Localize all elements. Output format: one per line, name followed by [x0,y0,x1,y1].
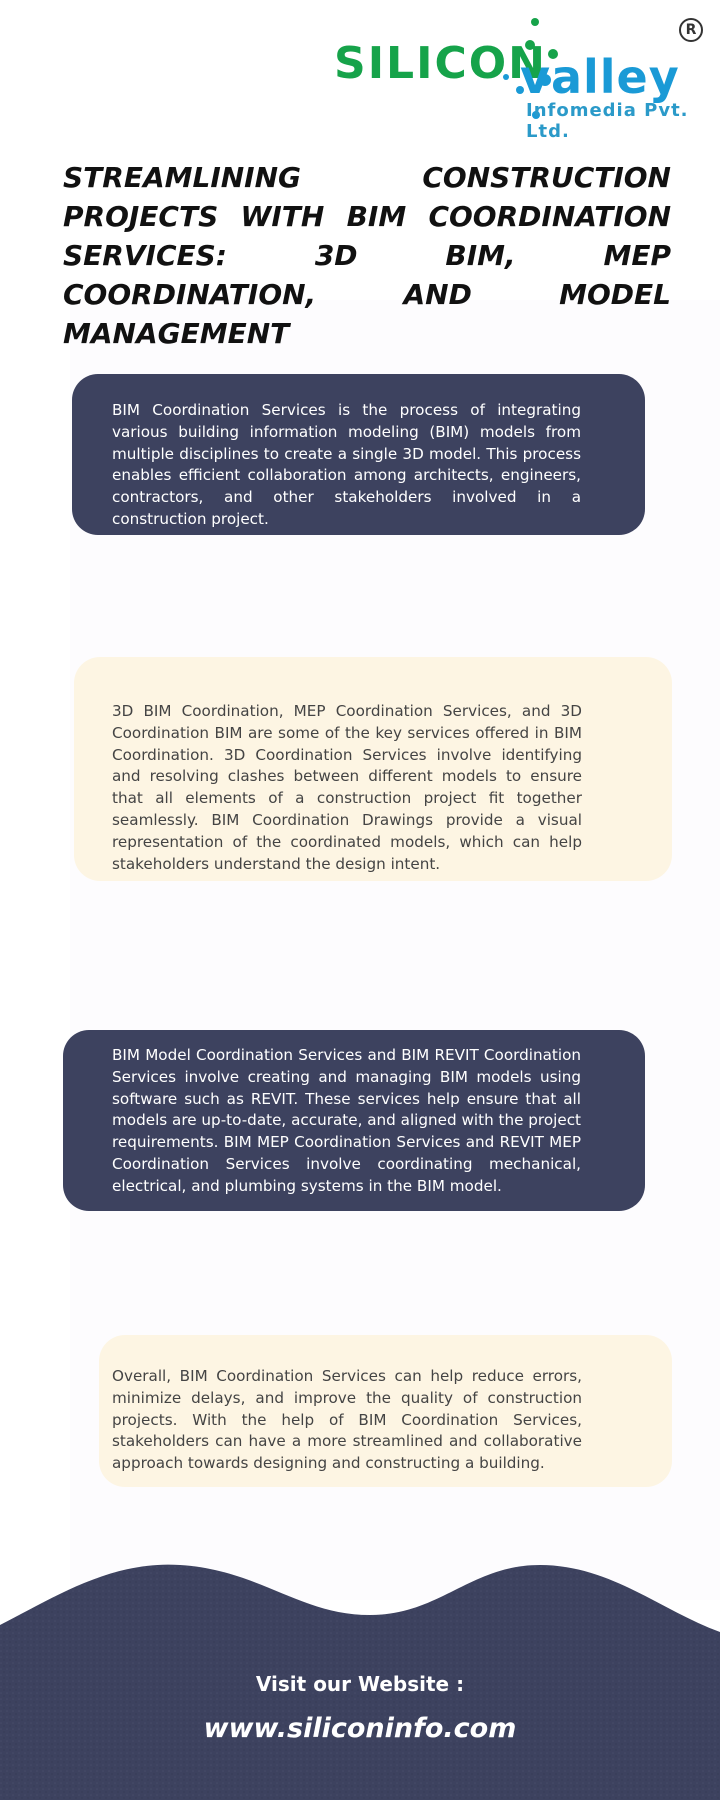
card-text: BIM Coordination Services is the process of integrating various building information modeling (BIM) models from multiple disciplines to create a single 3D model. This process enables efficient collaboration among architects, engineers, contractors, and other stakeholders involved in a construction project. [112,401,581,528]
logo-brand-secondary: valley [520,50,680,104]
footer-label: Visit our Website : [255,1672,465,1696]
logo-brand-primary: SILICON [334,38,547,89]
page-title: STREAMLINING CONSTRUCTION PROJECTS WITH BIM COORDINATION SERVICES: 3D BIM, MEP COORDINATION, AND MODEL MANAGEMENT [63,161,671,350]
registered-mark-icon: R [679,18,703,42]
card-text: BIM Model Coordination Services and BIM REVIT Coordination Services involve creating and managing BIM models using software such as REVIT. These services help ensure that all models are up-to-date, accurate, and aligned with the project requirements. BIM MEP Coordination Services and REVIT MEP Coordination Services involve coordinating mechanical, electrical, and plumbing systems in the BIM model. [112,1046,581,1195]
website-link[interactable]: www.siliconinfo.com [203,1713,517,1744]
info-card-intro [72,374,645,535]
info-card-3d-coordination [74,657,672,881]
card-text: Overall, BIM Coordination Services can help reduce errors, minimize delays, and improve the quality of construction projects. With the help of BIM Coordination Services, stakeholders can have a more streamlined and collaborative approach towards designing and constructing a building. [112,1367,582,1473]
card-text: 3D BIM Coordination, MEP Coordination Services, and 3D Coordination BIM are some of the key services offered in BIM Coordination. 3D Coordination Services involve identifying and resolving clashes between different models to ensure that all elements of a construction project fit together seamlessly. BIM Coordination Drawings provide a visual representation of the coordinated models, which can help stakeholders understand the design intent. [112,702,582,873]
logo-subtitle: Infomedia Pvt. Ltd. [526,100,689,142]
info-card-summary [99,1335,672,1487]
info-card-model-coordination [63,1030,645,1211]
company-logo[interactable] [330,12,710,142]
